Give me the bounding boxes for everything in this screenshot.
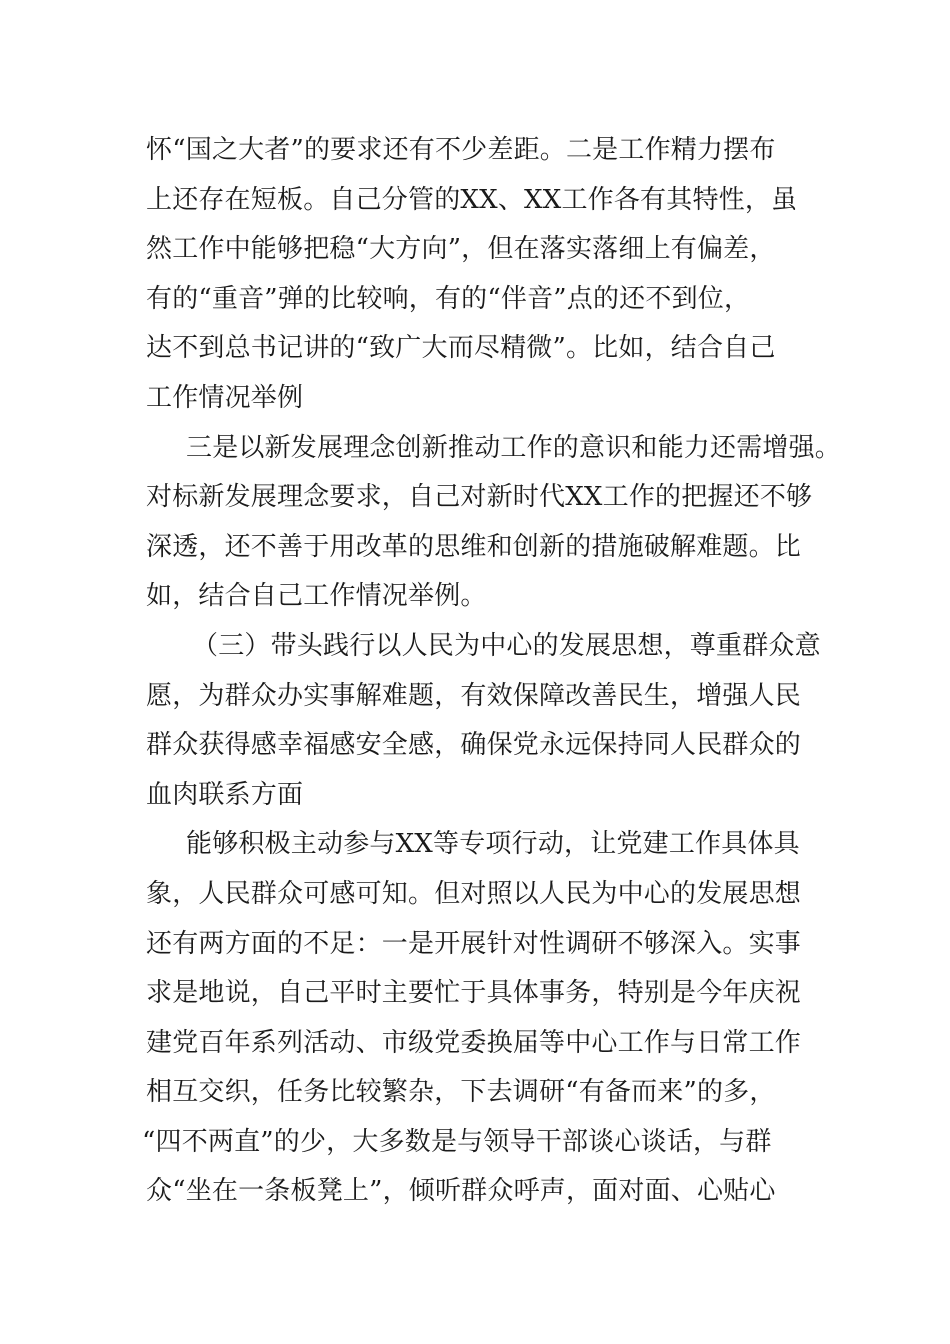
text-line: 如，结合自己工作情况举例。 [146, 581, 487, 612]
text-line: 达不到总书记讲的“致广大而尽精微”。比如，结合自己 [146, 333, 776, 364]
text-line: 象，人民群众可感可知。但对照以人民为中心的发展思想 [146, 878, 802, 909]
paragraph-start-line: 三是以新发展理念创新推动工作的意识和能力还需增强。 [186, 432, 842, 463]
text-line: 众“坐在一条板凳上”，倾听群众呼声，面对面、心贴心 [146, 1176, 776, 1207]
text-line: “四不两直”的少，大多数是与领导干部谈心谈话，与群 [142, 1126, 772, 1157]
section-heading-line: 群众获得感幸福感安全感，确保党永远保持同人民群众的 [146, 730, 802, 761]
text-line: 工作情况举例 [146, 382, 304, 413]
text-line: 建党百年系列活动、市级党委换届等中心工作与日常工作 [146, 1027, 802, 1058]
paragraph-start-line: 能够积极主动参与XX等专项行动，让党建工作具体具 [186, 829, 800, 860]
text-line: 上还存在短板。自己分管的XX、XX工作各有其特性，虽 [146, 184, 798, 215]
section-heading-line: 血肉联系方面 [146, 779, 304, 810]
text-line: 深透，还不善于用改革的思维和创新的措施破解难题。比 [146, 531, 802, 562]
text-line: 有的“重音”弹的比较响，有的“伴音”点的还不到位， [146, 283, 751, 314]
text-line: 怀“国之大者”的要求还有不少差距。二是工作精力摆布 [146, 135, 776, 165]
text-line: 还有两方面的不足：一是开展针对性调研不够深入。实事 [146, 928, 802, 959]
text-line: 相互交织，任务比较繁杂，下去调研“有备而来”的多， [146, 1077, 776, 1108]
section-heading-line: 愿，为群众办实事解难题，有效保障改善民生，增强人民 [146, 680, 802, 711]
text-line: 对标新发展理念要求，自己对新时代XX工作的把握还不够 [146, 482, 813, 513]
section-heading-line: （三）带头践行以人民为中心的发展思想，尊重群众意 [192, 630, 821, 661]
document-body [142, 126, 842, 1217]
text-line: 然工作中能够把稳“大方向”，但在落实落细上有偏差， [146, 234, 776, 265]
text-line: 求是地说，自己平时主要忙于具体事务，特别是今年庆祝 [146, 978, 802, 1009]
